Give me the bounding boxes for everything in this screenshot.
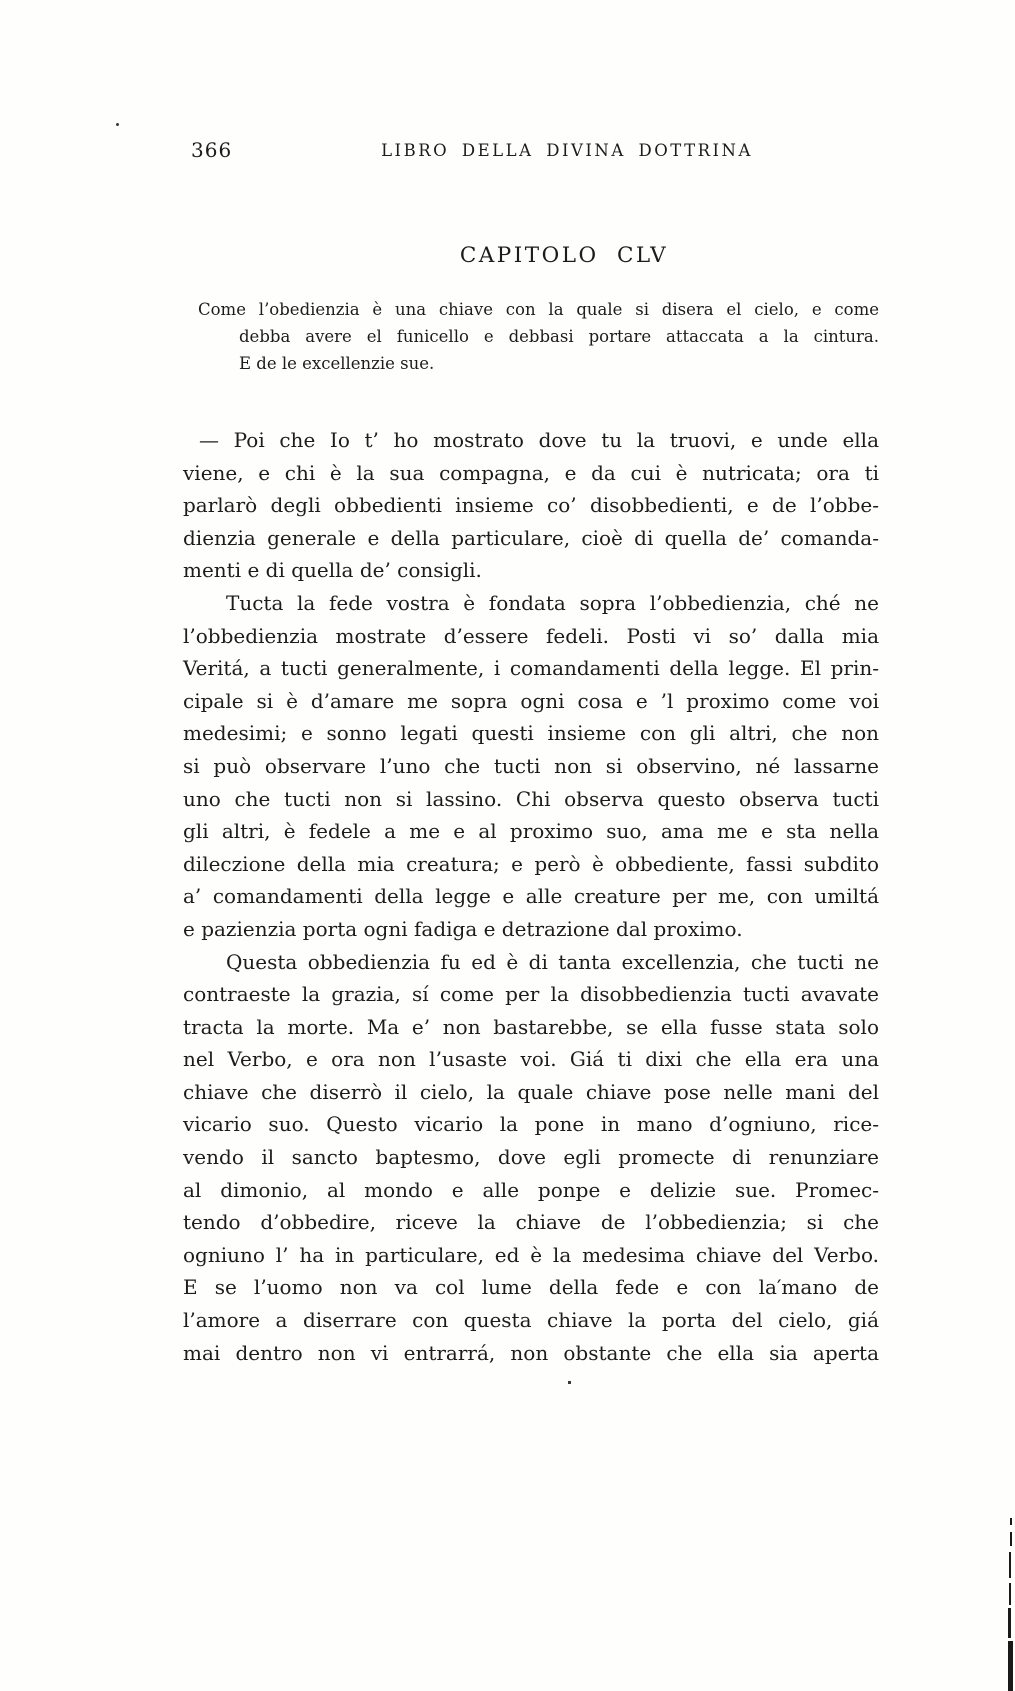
paragraph-3-line: nel Verbo, e ora non l’usaste voi. Giá ti dixi che ella era una [183,1047,879,1072]
running-title: LIBRO DELLA DIVINA DOTTRINA [381,141,753,160]
paragraph-3-line: vicario suo. Questo vicario la pone in mano d’ogniuno, rice- [183,1112,879,1137]
paragraph-2-line: gli altri, è fedele a me e al proximo suo, ama me e sta nella [183,819,879,844]
paragraph-2-line: Veritá, a tucti generalmente, i comandamenti della legge. El prin- [183,656,879,681]
paragraph-2-line: si può observare l’uno che tucti non si observino, né lassarne [183,753,879,778]
paragraph-3-line: contraeste la grazia, sí come per la disobbedienzia tucti avavate [183,982,879,1007]
paragraph-3-line: ogniuno l’ ha in particulare, ed è la medesima chiave del Verbo. [183,1242,879,1267]
paragraph-3-line: E se l’uomo non va col lume della fede e con la′mano de [183,1275,879,1300]
paragraph-1-line: — Poi che Io t’ ho mostrato dove tu la truovi, e unde ella [199,428,879,452]
scan-edge-line-segment [1008,1641,1013,1691]
scan-edge-line-segment [1009,1583,1011,1605]
scan-edge-line-segment [1010,1518,1012,1525]
chapter-heading: CAPITOLO CLV [459,243,669,268]
scan-speck-top-left [116,123,119,126]
paragraph-3-line: l’amore a diserrare con questa chiave la porta del cielo, giá [183,1308,879,1333]
paragraph-3-line: mai dentro non vi entrarrá, non obstante che ella sia aperta [183,1340,879,1365]
paragraph-2-line: e pazienzia porta ogni fadiga e detrazione dal proximo. [183,916,743,941]
summary-line: Come l’obedienzia è una chiave con la quale si disera el cielo, e come [198,300,879,319]
paragraph-3 [183,946,879,1370]
chapter-summary [183,296,879,377]
paragraph-3-line: tendo d’obbedire, riceve la chiave de l’obbedienzia; si che [183,1210,879,1235]
summary-line: E de le excellenzie sue. [239,354,435,373]
paragraph-2-line: Tucta la fede vostra è fondata sopra l’obbedienzia, ché ne [226,590,879,615]
paragraph-1-line: menti e di quella de’ consigli. [183,558,482,583]
paragraph-2-line: uno che tucti non si lassino. Chi observa questo observa tucti [183,786,879,811]
paragraph-3-line: tracta la morte. Ma e’ non bastarebbe, se ella fusse stata solo [183,1014,879,1039]
paragraph-1 [183,424,879,587]
scan-speck-bottom-center [568,1381,571,1384]
paragraph-2 [183,587,879,946]
scan-edge-line-segment [1008,1608,1011,1638]
scan-edge-line-segment [1010,1532,1012,1546]
body-text [183,424,879,1369]
paragraph-3-line: chiave che diserrò il cielo, la quale chiave pose nelle mani del [183,1079,879,1104]
paragraph-1-line: viene, e chi è la sua compagna, e da cui è nutricata; ora ti [183,460,879,485]
page-number: 366 [191,138,233,162]
paragraph-2-line: l’obbedienzia mostrate d’essere fedeli. Posti vi so’ dalla mia [183,623,879,648]
paragraph-3-line: Questa obbedienzia fu ed è di tanta excellenzia, che tucti ne [226,949,879,974]
scan-edge-line-segment [1009,1552,1011,1578]
paragraph-2-line: cipale si è d’amare me sopra ogni cosa e ’l proximo come voi [183,688,879,713]
paragraph-2-line: a’ comandamenti della legge e alle creature per me, con umiltá [183,884,879,909]
paragraph-1-line: dienzia generale e della particulare, cioè di quella de’ comanda- [183,525,879,550]
paragraph-2-line: dileczione della mia creatura; e però è obbediente, fassi subdito [183,851,879,876]
paragraph-2-line: medesimi; e sonno legati questi insieme con gli altri, che non [183,721,879,746]
paragraph-3-line: al dimonio, al mondo e alle ponpe e delizie sue. Promec- [183,1177,879,1202]
paragraph-3-line: vendo il sancto baptesmo, dove egli promecte di renunziare [183,1145,879,1170]
paragraph-1-line: parlarò degli obbedienti insieme co’ disobbedienti, e de l’obbe- [183,493,879,518]
summary-line: debba avere el funicello e debbasi portare attaccata a la cintura. [239,327,879,346]
